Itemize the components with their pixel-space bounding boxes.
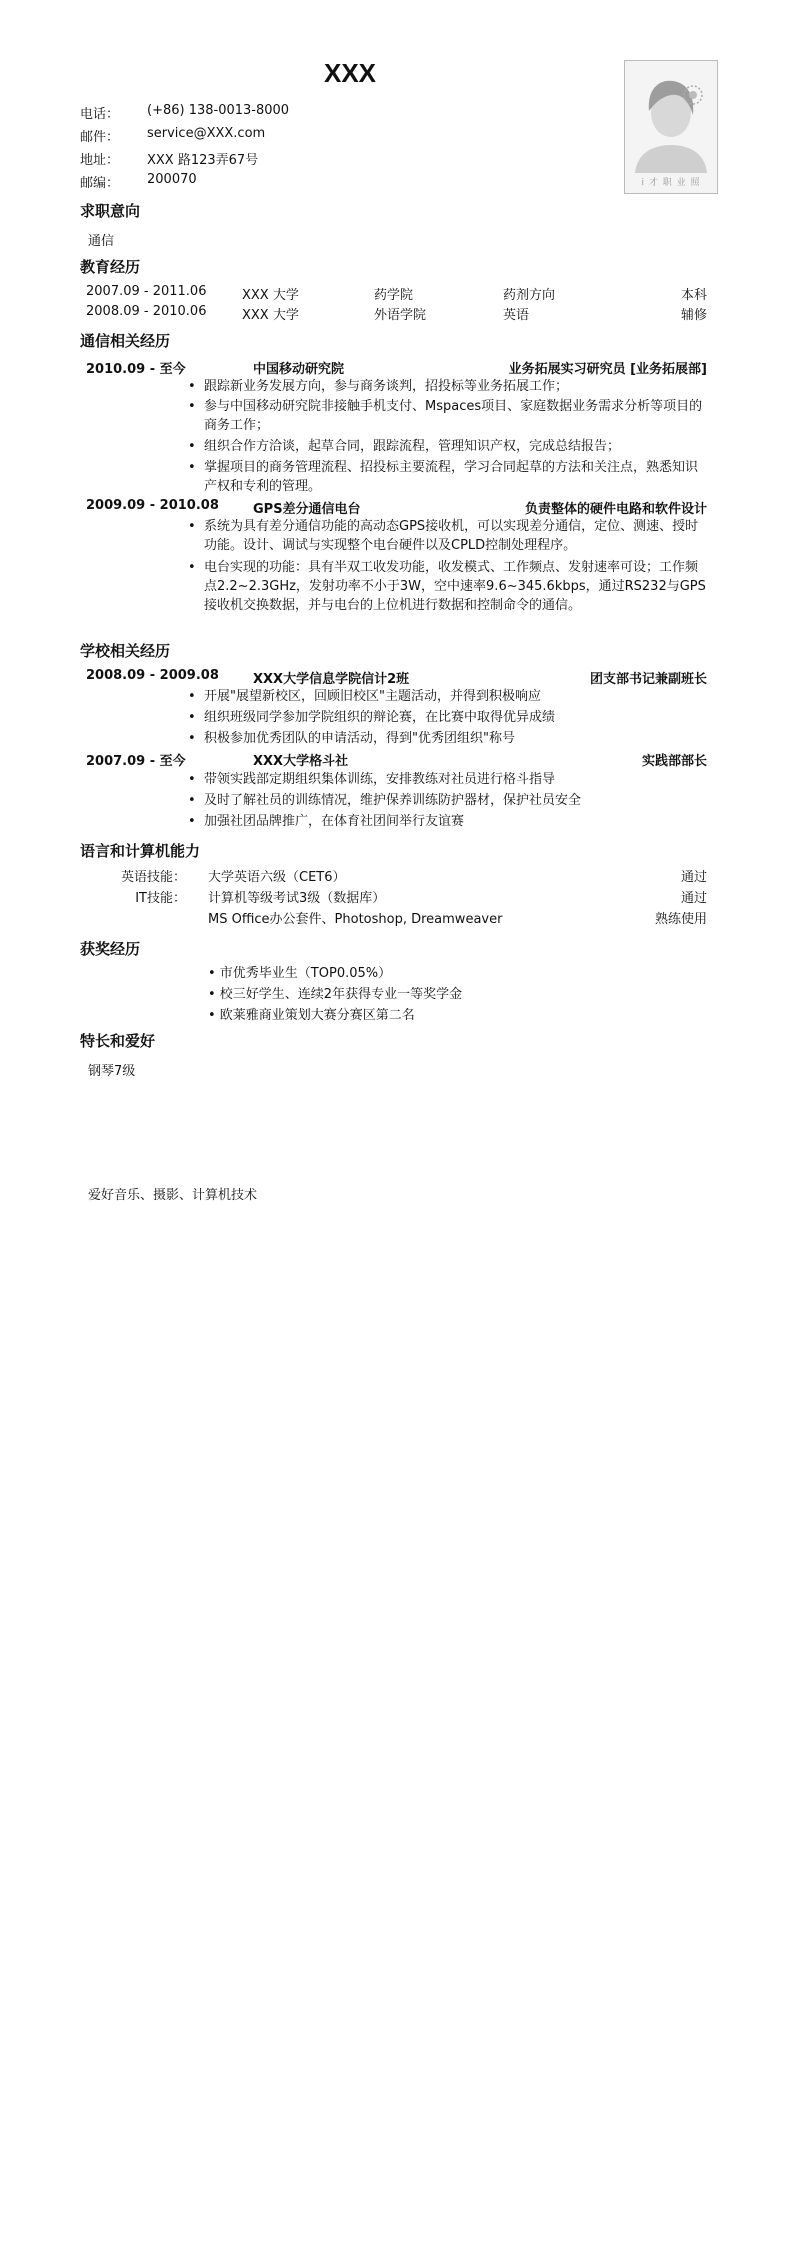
- avatar-silhouette-icon: [625, 61, 717, 193]
- exp-bullet: • 及时了解社员的训练情况，维护保养训练防护器材，保护社员安全: [204, 791, 707, 810]
- exp-role: 负责整体的硬件电路和软件设计: [524, 502, 707, 517]
- exp-role: 团支部书记兼副班长: [589, 672, 707, 687]
- edu-school: XXX 大学: [242, 308, 299, 323]
- exp-bullet: • 组织合作方洽谈，起草合同，跟踪流程，管理知识产权，完成总结报告；: [204, 437, 707, 456]
- address-value: XXX 路123弄67号: [147, 153, 259, 168]
- postcode-label: 邮编：: [80, 176, 120, 191]
- exp-bullet: • 参与中国移动研究院非接触手机支付、Mspaces项目、家庭数据业务需求分析等项目的商务工作；: [204, 397, 707, 435]
- section-title-awards: 获奖经历: [80, 940, 141, 958]
- photo-caption: i 才 职 业 照: [641, 178, 701, 188]
- exp-bullet: • 开展"展望新校区，回顾旧校区"主题活动，并得到积极响应: [204, 687, 707, 706]
- address-label: 地址：: [80, 153, 120, 168]
- email-value: service@XXX.com: [147, 126, 266, 141]
- exp-period: 2010.09 - 至今: [86, 362, 186, 377]
- exp-org: XXX大学格斗社: [253, 754, 349, 769]
- award-item: • 欧莱雅商业策划大赛分赛区第二名: [208, 1008, 415, 1023]
- profile-photo: [624, 60, 718, 194]
- exp-period: 2007.09 - 至今: [86, 754, 186, 769]
- edu-school: XXX 大学: [242, 288, 299, 303]
- section-title-school: 学校相关经历: [80, 642, 171, 660]
- hobby-item: 钢琴7级: [88, 1064, 136, 1079]
- exp-bullet: • 掌握项目的商务管理流程、招投标主要流程，学习合同起草的方法和关注点，熟悉知识产权和专利的管理。: [204, 458, 707, 496]
- exp-bullet: • 积极参加优秀团队的申请活动，得到"优秀团组织"称号: [204, 729, 707, 748]
- exp-org: GPS差分通信电台: [253, 502, 361, 517]
- objective-text: 通信: [88, 234, 115, 249]
- skill-label: 英语技能：: [120, 870, 186, 885]
- phone-value: (+86) 138-0013-8000: [147, 103, 290, 118]
- section-title-education: 教育经历: [80, 258, 141, 276]
- skill-level: 通过: [680, 891, 707, 906]
- skill-item: 大学英语六级（CET6）: [208, 870, 346, 885]
- resume-name: XXX: [323, 58, 377, 88]
- exp-bullet: • 系统为具有差分通信功能的高动态GPS接收机，可以实现差分通信，定位、测速、授时功能。设计、调试与实现整个电台硬件以及CPLD控制处理程序。: [204, 517, 707, 555]
- exp-bullet: • 跟踪新业务发展方向，参与商务谈判，招投标等业务拓展工作；: [204, 377, 707, 396]
- edu-degree: 本科: [680, 288, 707, 303]
- exp-role: 实践部部长: [641, 754, 707, 769]
- exp-org: 中国移动研究院: [253, 362, 345, 377]
- skill-level: 熟练使用: [654, 912, 707, 927]
- skill-item: 计算机等级考试3级（数据库）: [208, 891, 386, 906]
- exp-bullet: • 加强社团品牌推广，在体育社团间举行友谊赛: [204, 812, 707, 831]
- edu-college: 外语学院: [374, 308, 427, 323]
- award-item: • 校三好学生、连续2年获得专业一等奖学金: [208, 987, 463, 1002]
- skill-item: MS Office办公套件、Photoshop, Dreamweaver: [208, 912, 503, 927]
- skill-label: IT技能：: [135, 891, 186, 906]
- exp-bullet: • 带领实践部定期组织集体训练，安排教练对社员进行格斗指导: [204, 770, 707, 789]
- exp-bullet: • 电台实现的功能：具有半双工收发功能，收发模式、工作频点、发射速率可设；工作频点2.2~2.3GHz，发射功率不小于3W，空中速率9.6~345.6kbps，通过RS232与GPS接收机交换数据，并与电台的上位机进行数据和控制命令的通信。: [204, 558, 707, 615]
- edu-major: 药剂方向: [503, 288, 556, 303]
- email-label: 邮件：: [80, 130, 120, 145]
- exp-period: 2008.09 - 2009.08: [86, 668, 219, 683]
- section-title-skills: 语言和计算机能力: [80, 842, 201, 860]
- section-title-telecom: 通信相关经历: [80, 332, 171, 350]
- section-title-hobbies: 特长和爱好: [80, 1032, 156, 1050]
- edu-period: 2008.09 - 2010.06: [86, 304, 207, 319]
- edu-college: 药学院: [374, 288, 414, 303]
- exp-bullet: • 组织班级同学参加学院组织的辩论赛，在比赛中取得优异成绩: [204, 708, 707, 727]
- phone-label: 电话：: [80, 107, 120, 122]
- exp-org: XXX大学信息学院信计2班: [253, 672, 410, 687]
- edu-period: 2007.09 - 2011.06: [86, 284, 207, 299]
- edu-major: 英语: [503, 308, 530, 323]
- hobby-item: 爱好音乐、摄影、计算机技术: [88, 1188, 258, 1203]
- section-title-objective: 求职意向: [80, 202, 141, 220]
- edu-degree: 辅修: [680, 308, 707, 323]
- exp-role: 业务拓展实习研究员 [业务拓展部]: [508, 362, 707, 377]
- skill-level: 通过: [680, 870, 707, 885]
- exp-period: 2009.09 - 2010.08: [86, 498, 219, 513]
- postcode-value: 200070: [147, 172, 197, 187]
- award-item: • 市优秀毕业生（TOP0.05%）: [208, 966, 392, 981]
